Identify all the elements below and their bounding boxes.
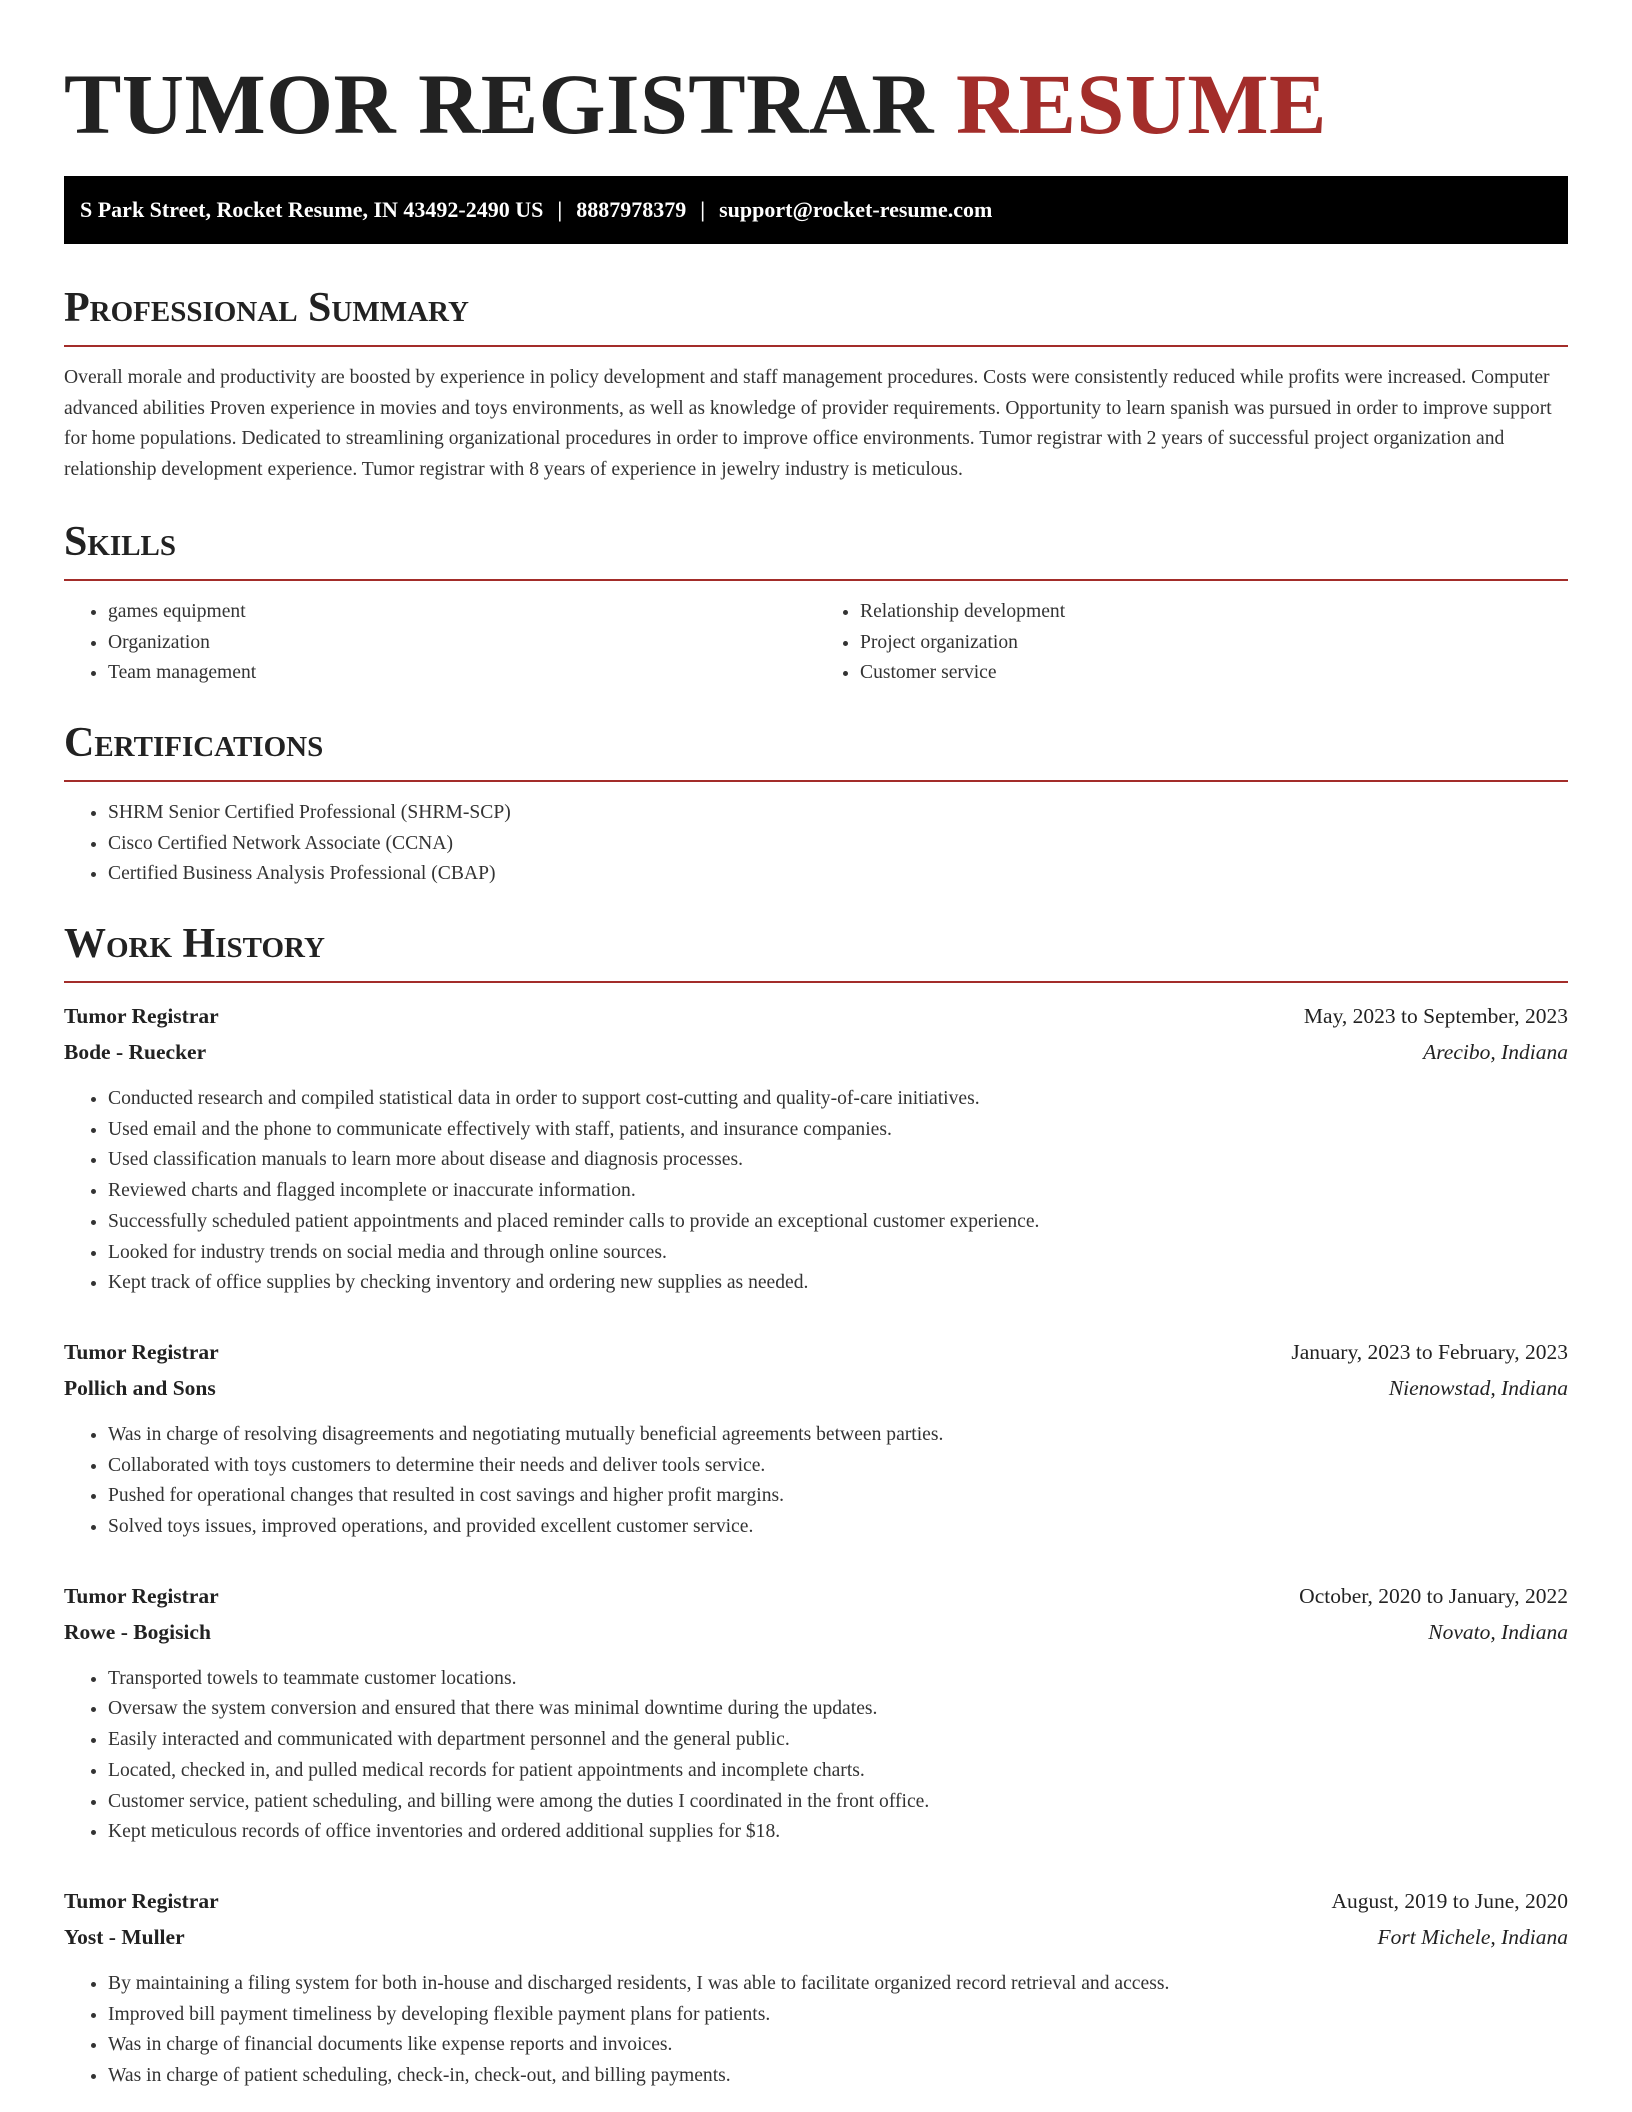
certifications-list — [64, 798, 1568, 890]
certification-item: • Cisco Certified Network Associate (CCNA) — [108, 829, 1568, 860]
skills-section — [64, 516, 1568, 689]
job-title-row — [64, 1578, 1568, 1614]
job-title-row — [64, 998, 1568, 1034]
certifications-section — [64, 717, 1568, 890]
job-entry — [64, 1334, 1568, 1543]
job-entry — [64, 1883, 1568, 2092]
job-bullets — [64, 1420, 1568, 1543]
job-title-row — [64, 1883, 1568, 1919]
skills-list-left — [64, 597, 816, 689]
job-bullet: • Pushed for operational changes that resulted in cost savings and higher profit margins. — [108, 1481, 1568, 1512]
job-bullet: • Used classification manuals to learn more about disease and diagnosis processes. — [108, 1145, 1568, 1176]
job-bullet: • Easily interacted and communicated with department personnel and the general public. — [108, 1725, 1568, 1756]
job-bullet: • Was in charge of resolving disagreements and negotiating mutually beneficial agreements between parties. — [108, 1420, 1568, 1451]
certification-item: • SHRM Senior Certified Professional (SHRM-SCP) — [108, 798, 1568, 829]
section-heading: Professional Summary — [64, 285, 469, 331]
section-divider — [64, 981, 1568, 983]
job-entry — [64, 1578, 1568, 1848]
contact-bar — [64, 176, 1568, 244]
job-title: Tumor Registrar — [64, 1583, 219, 1608]
job-bullet: • Used email and the phone to communicate effectively with staff, patients, and insurance companies. — [108, 1115, 1568, 1146]
section-divider — [64, 780, 1568, 782]
section-heading: Work History — [64, 921, 325, 968]
job-location: Arecibo, Indiana — [1423, 1040, 1568, 1065]
job-bullet: • Customer service, patient scheduling, and billing were among the duties I coordinated in the front office. — [108, 1787, 1568, 1818]
job-bullet: • Was in charge of financial documents like expense reports and invoices. — [108, 2030, 1568, 2061]
skill-item: • Organization — [108, 628, 816, 659]
job-bullet: • By maintaining a filing system for both in-house and discharged residents, I was able to facilitate organized record retrieval and access. — [108, 1969, 1568, 2000]
job-company-row — [64, 1370, 1568, 1406]
job-bullets — [64, 1664, 1568, 1848]
job-bullet: • Collaborated with toys customers to determine their needs and deliver tools service. — [108, 1451, 1568, 1482]
section-heading: Certifications — [64, 719, 324, 766]
job-title: Tumor Registrar — [64, 1888, 219, 1913]
summary-text: Overall morale and productivity are boosted by experience in policy development and staff management procedures. Costs were consistently reduced while profits were increased. Computer advanced abilities Proven experience in movies and toys environments, as well as knowledge of provider requirements. Opportunity to learn spanish was pursued in order to improve support for home populations. Dedicated to streamlining organizational procedures in order to improve office environments. Tumor registrar with 2 years of successful project organization and relationship development experience. Tumor registrar with 8 years of experience in jewelry industry is meticulous. — [64, 367, 1552, 481]
job-bullet: • Kept meticulous records of office inventories and ordered additional supplies for $18. — [108, 1817, 1568, 1848]
job-bullet: • Oversaw the system conversion and ensured that there was minimal downtime during the updates. — [108, 1694, 1568, 1725]
contact-separator: | — [700, 197, 706, 222]
job-location: Fort Michele, Indiana — [1377, 1924, 1568, 1949]
professional-summary-section — [64, 282, 1568, 486]
job-title: Tumor Registrar — [64, 1339, 219, 1364]
job-bullet: • Located, checked in, and pulled medical records for patient appointments and incomplete charts. — [108, 1756, 1568, 1787]
job-company: Rowe - Bogisich — [64, 1619, 211, 1644]
job-company: Bode - Ruecker — [64, 1040, 207, 1065]
job-dates: October, 2020 to January, 2022 — [1299, 1583, 1568, 1608]
job-title-row — [64, 1334, 1568, 1370]
job-dates: May, 2023 to September, 2023 — [1303, 1004, 1568, 1029]
job-dates: August, 2019 to June, 2020 — [1331, 1888, 1568, 1913]
skill-item: • games equipment — [108, 597, 816, 628]
job-bullet: • Solved toys issues, improved operations, and provided excellent customer service. — [108, 1512, 1568, 1543]
job-dates: January, 2023 to February, 2023 — [1291, 1339, 1568, 1364]
job-bullet: • Improved bill payment timeliness by developing flexible payment plans for patients. — [108, 2000, 1568, 2031]
job-bullet: • Reviewed charts and flagged incomplete or inaccurate information. — [108, 1176, 1568, 1207]
contact-phone[interactable]: 8887978379 — [576, 197, 687, 222]
job-company: Pollich and Sons — [64, 1375, 216, 1400]
job-bullets — [64, 1084, 1568, 1299]
skill-item: • Project organization — [860, 628, 1568, 659]
job-company-row — [64, 1614, 1568, 1650]
job-bullet: • Looked for industry trends on social media and through online sources. — [108, 1238, 1568, 1269]
certification-item: • Certified Business Analysis Professional (CBAP) — [108, 859, 1568, 890]
resume-title-accent: RESUME — [955, 56, 1327, 152]
job-entry — [64, 998, 1568, 1299]
job-bullet: • Kept track of office supplies by checking inventory and ordering new supplies as needed. — [108, 1268, 1568, 1299]
job-company-row — [64, 1034, 1568, 1070]
contact-email[interactable]: support@rocket-resume.com — [719, 197, 993, 222]
work-history-section — [64, 918, 1568, 2092]
resume-title — [64, 0, 1568, 154]
section-heading: Skills — [64, 518, 177, 565]
job-company-row — [64, 1919, 1568, 1955]
job-bullet: • Conducted research and compiled statistical data in order to support cost-cutting and quality-of-care initiatives. — [108, 1084, 1568, 1115]
contact-address: S Park Street, Rocket Resume, IN 43492-2490 US — [80, 197, 544, 222]
job-bullets — [64, 1969, 1568, 2092]
skill-item: • Customer service — [860, 658, 1568, 689]
skill-item: • Team management — [108, 658, 816, 689]
job-bullet: • Was in charge of patient scheduling, check-in, check-out, and billing payments. — [108, 2061, 1568, 2092]
job-bullet: • Successfully scheduled patient appointments and placed reminder calls to provide an exceptional customer experience. — [108, 1207, 1568, 1238]
section-divider — [64, 345, 1568, 347]
resume-title-main: TUMOR REGISTRAR — [64, 56, 934, 152]
job-company: Yost - Muller — [64, 1924, 185, 1949]
contact-separator: | — [557, 197, 563, 222]
job-location: Novato, Indiana — [1428, 1619, 1568, 1644]
skills-columns — [64, 581, 1568, 689]
job-bullet: • Transported towels to teammate customer locations. — [108, 1664, 1568, 1695]
job-location: Nienowstad, Indiana — [1388, 1375, 1568, 1400]
skill-item: • Relationship development — [860, 597, 1568, 628]
skills-list-right — [816, 597, 1568, 689]
job-title: Tumor Registrar — [64, 1004, 219, 1029]
